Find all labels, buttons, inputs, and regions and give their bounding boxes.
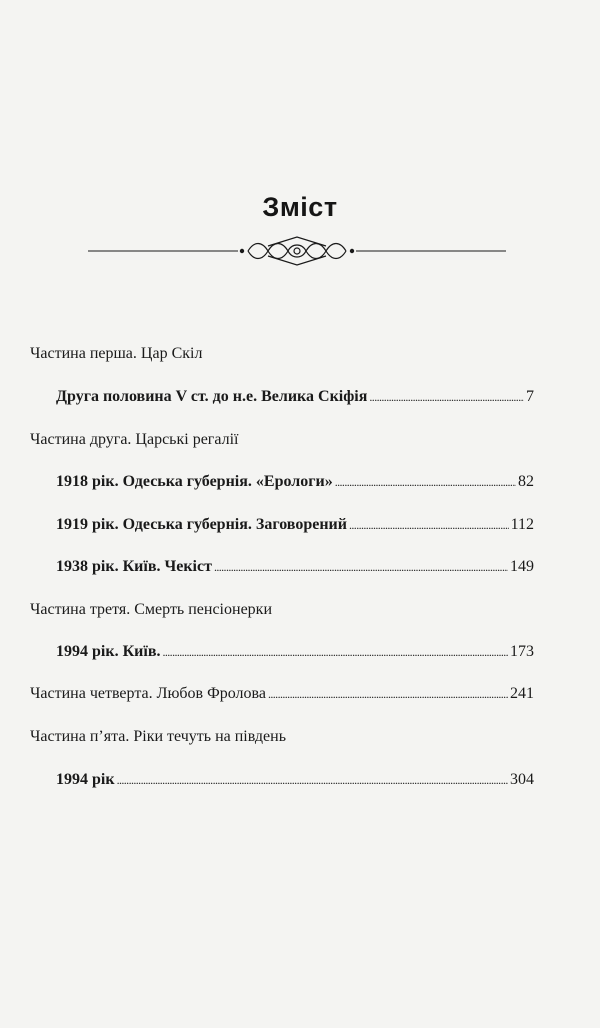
toc-part-2 (30, 430, 238, 450)
toc-leader-dots (349, 515, 509, 535)
toc-entry-label: 1919 рік. Одеська губернія. Заговорений (56, 516, 347, 533)
toc-entry-label: Друга половина V ст. до н.е. Велика Скіфія (56, 388, 368, 405)
toc-leader-dots (369, 387, 524, 407)
toc-part-label: Частина третя. Смерть пенсіонерки (30, 601, 272, 618)
toc-part-5 (30, 727, 286, 747)
toc-part-4 (30, 684, 534, 704)
toc-entry-2 (56, 472, 534, 492)
toc-page-number: 173 (510, 643, 534, 660)
toc-page-number: 304 (510, 771, 534, 788)
toc-entry-3 (56, 515, 534, 535)
toc-page-number: 82 (518, 473, 534, 490)
toc-page-number: 112 (510, 516, 534, 533)
toc-entry-6 (56, 770, 534, 790)
page-title: Зміст (262, 192, 338, 222)
toc-part-label: Частина перша. Цар Скіл (30, 345, 203, 362)
toc-leader-dots (214, 557, 508, 577)
toc-page-number: 7 (526, 388, 534, 405)
toc-leader-dots (162, 642, 508, 662)
toc-entry-1 (56, 387, 534, 407)
toc-part-label: Частина друга. Царські регалії (30, 431, 239, 448)
toc-leader-dots (335, 472, 516, 492)
toc-part-label: Частина четверта. Любов Фролова (30, 685, 266, 702)
ornamental-divider (88, 234, 506, 268)
toc-part-3 (30, 600, 272, 620)
toc-part-label: Частина п’ята. Ріки течуть на південь (30, 728, 286, 745)
toc-entry-5 (56, 642, 534, 662)
toc-entry-label: 1994 рік (56, 771, 115, 788)
toc-entry-label: 1938 рік. Київ. Чекіст (56, 558, 212, 575)
toc-entry-label: 1994 рік. Київ. (56, 643, 161, 660)
toc-page-number: 149 (510, 558, 534, 575)
toc-entry-4 (56, 557, 534, 577)
toc-part-1 (30, 344, 202, 364)
toc-leader-dots (268, 684, 508, 704)
toc-leader-dots (117, 770, 508, 790)
toc-entry-label: 1918 рік. Одеська губернія. «Ерологи» (56, 473, 333, 490)
toc-page-number: 241 (510, 685, 534, 702)
